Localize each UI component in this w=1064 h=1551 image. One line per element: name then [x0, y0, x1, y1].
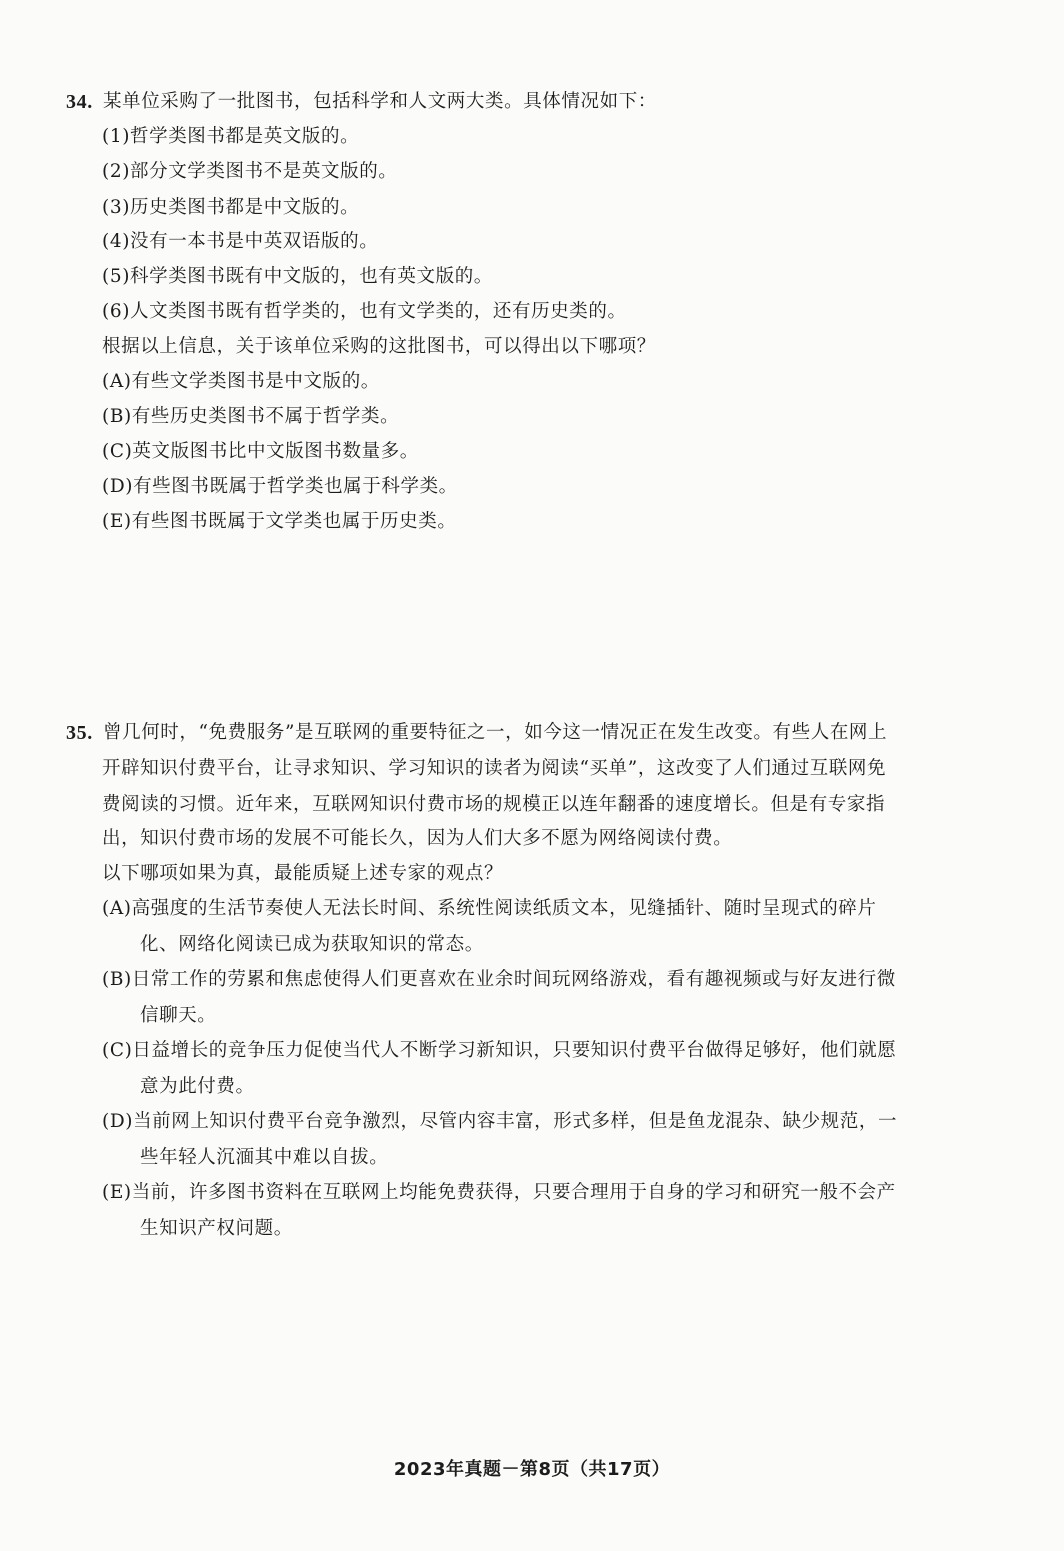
option-35-d-line-2: 些年轻人沉湎其中难以自拔。: [140, 1147, 389, 1168]
question-34-stem: 某单位采购了一批图书，包括科学和人文两大类。具体情况如下：: [103, 91, 657, 112]
option-35-e-line-1: (E)当前，许多图书资料在互联网上均能免费获得，只要合理用于自身的学习和研究一般不会产: [102, 1182, 896, 1203]
question-35-stem-line-2: 开辟知识付费平台，让寻求知识、学习知识的读者为阅读“买单”，这改变了人们通过互联网免: [102, 758, 887, 779]
question-35-stem-line-1: 曾几何时，“免费服务”是互联网的重要特征之一，如今这一情况正在发生改变。有些人在网上: [103, 722, 888, 743]
option-35-b-line-2: 信聊天。: [140, 1005, 217, 1026]
option-34-a: (A)有些文学类图书是中文版的。: [102, 371, 380, 392]
condition-3: (3)历史类图书都是中文版的。: [102, 197, 360, 218]
option-35-a-line-2: 化、网络化阅读已成为获取知识的常态。: [140, 934, 484, 955]
condition-2: (2)部分文学类图书不是英文版的。: [102, 161, 398, 182]
question-35-stem-line-3: 费阅读的习惯。近年来，互联网知识付费市场的规模正以连年翻番的速度增长。但是有专家指: [102, 794, 886, 815]
condition-6: (6)人文类图书既有哲学类的，也有文学类的，还有历史类的。: [102, 301, 627, 322]
page-footer: 2023年真题－第8页（共17页）: [393, 1459, 671, 1480]
option-35-b-line-1: (B)日常工作的劳累和焦虑使得人们更喜欢在业余时间玩网络游戏，看有趣视频或与好友进行微: [102, 969, 896, 990]
question-34-number: 34.: [66, 91, 93, 113]
option-34-b: (B)有些历史类图书不属于哲学类。: [102, 406, 400, 427]
option-35-e-line-2: 生知识产权问题。: [140, 1218, 293, 1239]
option-34-d: (D)有些图书既属于哲学类也属于科学类。: [102, 476, 458, 497]
option-34-c: (C)英文版图书比中文版图书数量多。: [102, 441, 419, 462]
question-35-prompt: 以下哪项如果为真，最能质疑上述专家的观点？: [102, 863, 504, 884]
question-35-number: 35.: [66, 722, 93, 744]
option-35-c-line-1: (C)日益增长的竞争压力促使当代人不断学习新知识，只要知识付费平台做得足够好，他们就愿: [102, 1040, 897, 1061]
question-34-prompt: 根据以上信息，关于该单位采购的这批图书，可以得出以下哪项？: [102, 336, 656, 357]
condition-4: (4)没有一本书是中英双语版的。: [102, 231, 379, 252]
condition-1: (1)哲学类图书都是英文版的。: [102, 126, 360, 147]
option-35-c-line-2: 意为此付费。: [140, 1076, 255, 1097]
condition-5: (5)科学类图书既有中文版的，也有英文版的。: [102, 266, 493, 287]
option-34-e: (E)有些图书既属于文学类也属于历史类。: [102, 511, 457, 532]
option-35-a-line-1: (A)高强度的生活节奏使人无法长时间、系统性阅读纸质文本，见缝插针、随时呈现式的碎片: [102, 898, 877, 919]
question-35-stem-line-4: 出，知识付费市场的发展不可能长久，因为人们大多不愿为网络阅读付费。: [102, 828, 733, 849]
option-35-d-line-1: (D)当前网上知识付费平台竞争激烈，尽管内容丰富，形式多样，但是鱼龙混杂、缺少规范，一: [102, 1111, 898, 1132]
